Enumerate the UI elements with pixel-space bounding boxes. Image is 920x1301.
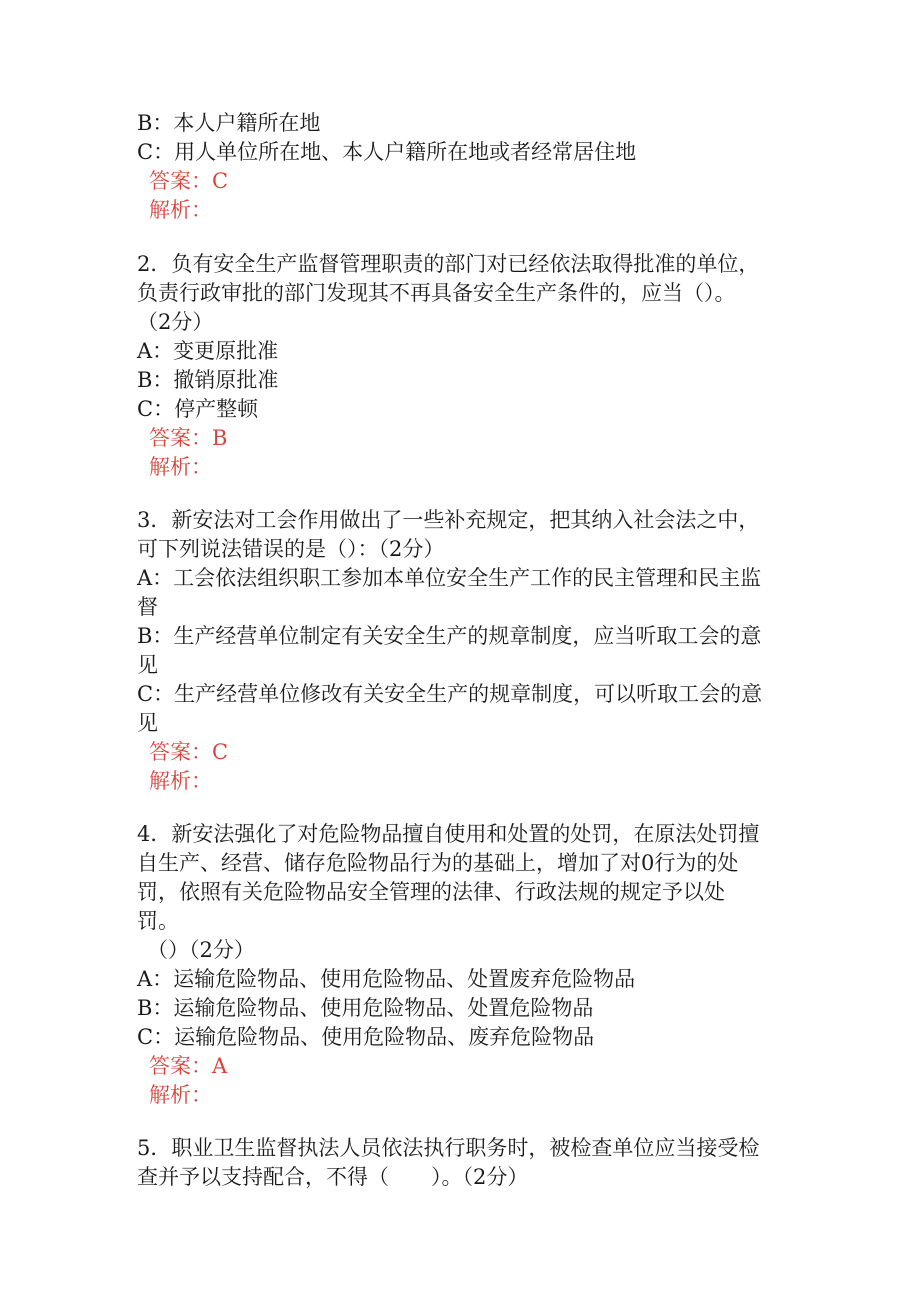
option-c: C：停产整顿 bbox=[137, 397, 259, 421]
option-b-continued: 见 bbox=[137, 653, 158, 677]
answer: 答案：C bbox=[149, 169, 229, 193]
option-c-continued: 见 bbox=[137, 711, 158, 735]
question-text: 罚，依照有关危险物品安全管理的法律、行政法规的规定予以处 bbox=[137, 880, 725, 904]
option-a: A：工会依法组织职工参加本单位安全生产工作的民主管理和民主监 bbox=[137, 566, 762, 590]
question-text: 5．职业卫生监督执法人员依法执行职务时，被检查单位应当接受检 bbox=[137, 1136, 760, 1160]
answer: 答案：A bbox=[149, 1054, 228, 1078]
question-text: 查并予以支持配合，不得（ ）。（2分） bbox=[137, 1165, 529, 1189]
question-text: 负责行政审批的部门发现其不再具备安全生产条件的，应当（）。 bbox=[137, 281, 736, 305]
question-text: 可下列说法错误的是（）：（2分） bbox=[137, 537, 445, 561]
explanation: 解析： bbox=[149, 1083, 212, 1107]
question-text: 3．新安法对工会作用做出了一些补充规定，把其纳入社会法之中， bbox=[137, 508, 760, 532]
answer: 答案：C bbox=[149, 740, 229, 764]
option-b: B：运输危险物品、使用危险物品、处置危险物品 bbox=[137, 996, 594, 1020]
option-a-continued: 督 bbox=[137, 595, 158, 619]
explanation: 解析： bbox=[149, 198, 212, 222]
answer: 答案：B bbox=[149, 426, 228, 450]
option-c: C：运输危险物品、使用危险物品、废弃危险物品 bbox=[137, 1025, 595, 1049]
option-a: A：运输危险物品、使用危险物品、处置废弃危险物品 bbox=[137, 967, 636, 991]
question-text: 4．新安法强化了对危险物品擅自使用和处置的处罚，在原法处罚擅 bbox=[137, 822, 760, 846]
question-score: （）（2分） bbox=[147, 938, 255, 962]
option-b: B：本人户籍所在地 bbox=[137, 111, 321, 135]
question-score: （2分） bbox=[137, 310, 214, 334]
question-text: 自生产、经营、储存危险物品行为的基础上，增加了对0行为的处 bbox=[137, 851, 739, 875]
question-text: 2．负有安全生产监督管理职责的部门对已经依法取得批准的单位， bbox=[137, 252, 760, 276]
option-c: C：生产经营单位修改有关安全生产的规章制度，可以听取工会的意 bbox=[137, 682, 763, 706]
option-b: B：生产经营单位制定有关安全生产的规章制度，应当听取工会的意 bbox=[137, 624, 762, 648]
explanation: 解析： bbox=[149, 455, 212, 479]
question-text: 罚。 bbox=[137, 909, 179, 933]
option-a: A：变更原批准 bbox=[137, 339, 279, 363]
option-c: C：用人单位所在地、本人户籍所在地或者经常居住地 bbox=[137, 140, 637, 164]
option-b: B：撤销原批准 bbox=[137, 368, 279, 392]
explanation: 解析： bbox=[149, 769, 212, 793]
